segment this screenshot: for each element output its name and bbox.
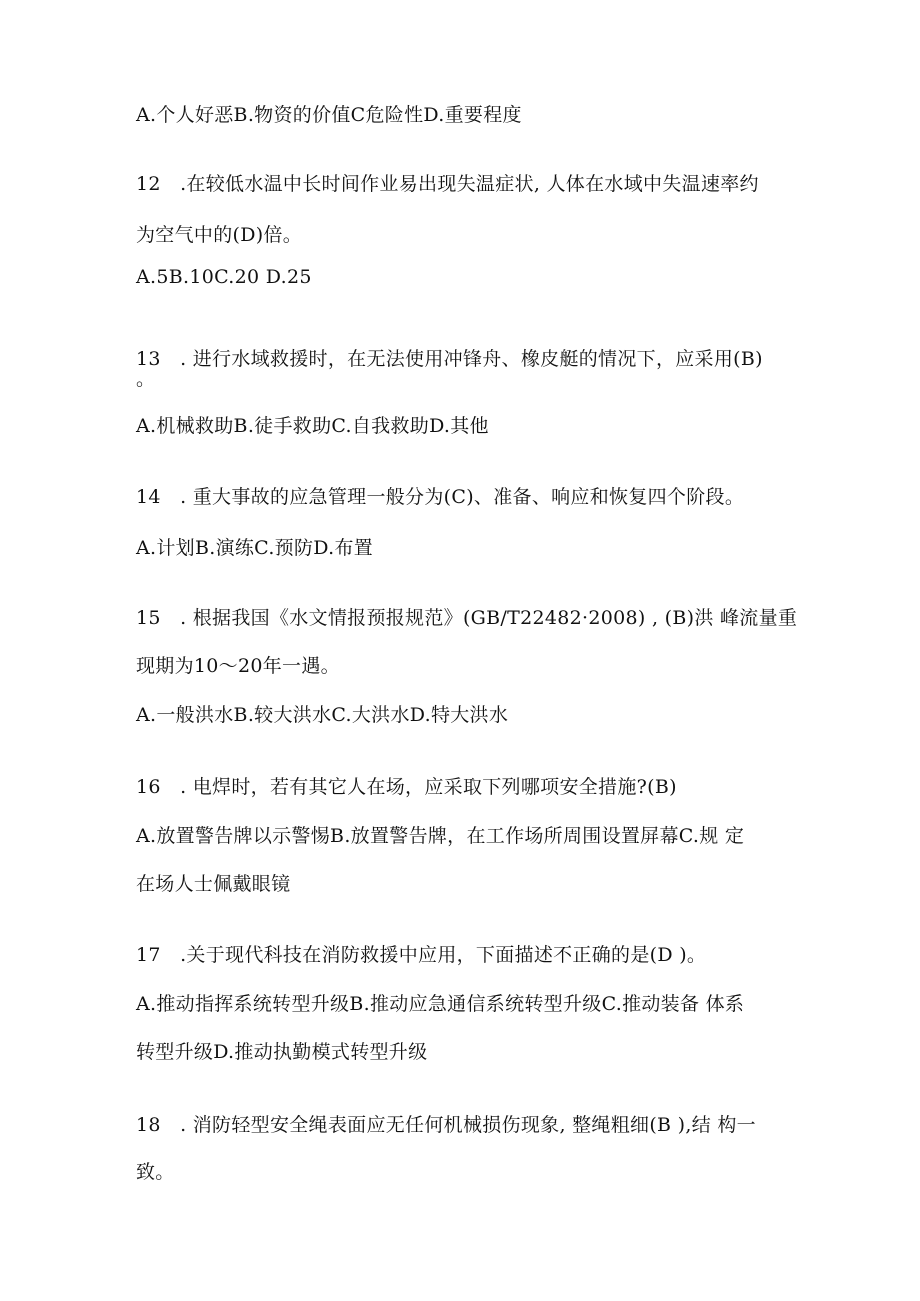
q16-question: 16 . 电焊时，若有其它人在场，应采取下列哪项安全措施?(B) <box>136 776 677 798</box>
q15-question-line-2: 现期为10～20年一遇。 <box>136 655 340 677</box>
q15-options: A.一般洪水B.较大洪水C.大洪水D.特大洪水 <box>136 704 509 726</box>
q17-question: 17 .关于现代科技在消防救援中应用，下面描述不正确的是(D )。 <box>136 944 707 966</box>
q14-question: 14 . 重大事故的应急管理一般分为(C)、准备、响应和恢复四个阶段。 <box>136 486 745 508</box>
q13-question-line-2: 。 <box>136 368 156 390</box>
q12-options: A.5B.10C.20 D.25 <box>136 266 312 288</box>
q18-question-line-1: 18 . 消防轻型安全绳表面应无任何机械损伤现象, 整绳粗细(B ),结 构一 <box>136 1114 756 1136</box>
q17-options-line-2: 转型升级D.推动执勤模式转型升级 <box>136 1041 428 1063</box>
q15-question-line-1: 15 . 根据我国《水文情报预报规范》(GB/T22482·2008) , (B)洪 峰流量重 <box>136 607 798 629</box>
q13-question-line-1: 13 . 进行水域救援时，在无法使用冲锋舟、橡皮艇的情况下，应采用(B) <box>136 348 763 370</box>
q18-question-line-2: 致。 <box>136 1161 175 1183</box>
q12-question-line-1: 12 .在较低水温中长时间作业易出现失温症状, 人体在水域中失温速率约 <box>136 173 759 195</box>
q17-options-line-1: A.推动指挥系统转型升级B.推动应急通信系统转型升级C.推动装备 体系 <box>136 993 745 1015</box>
q14-options: A.计划B.演练C.预防D.布置 <box>136 537 374 559</box>
q16-options-line-1: A.放置警告牌以示警惕B.放置警告牌，在工作场所周围设置屏幕C.规 定 <box>136 825 745 847</box>
q12-question-line-2: 为空气中的(D)倍。 <box>136 224 303 246</box>
q16-options-line-2: 在场人士佩戴眼镜 <box>136 873 291 895</box>
q11-options: A.个人好恶B.物资的价值C危险性D.重要程度 <box>136 104 522 126</box>
q13-options: A.机械救助B.徒手救助C.自我救助D.其他 <box>136 415 489 437</box>
